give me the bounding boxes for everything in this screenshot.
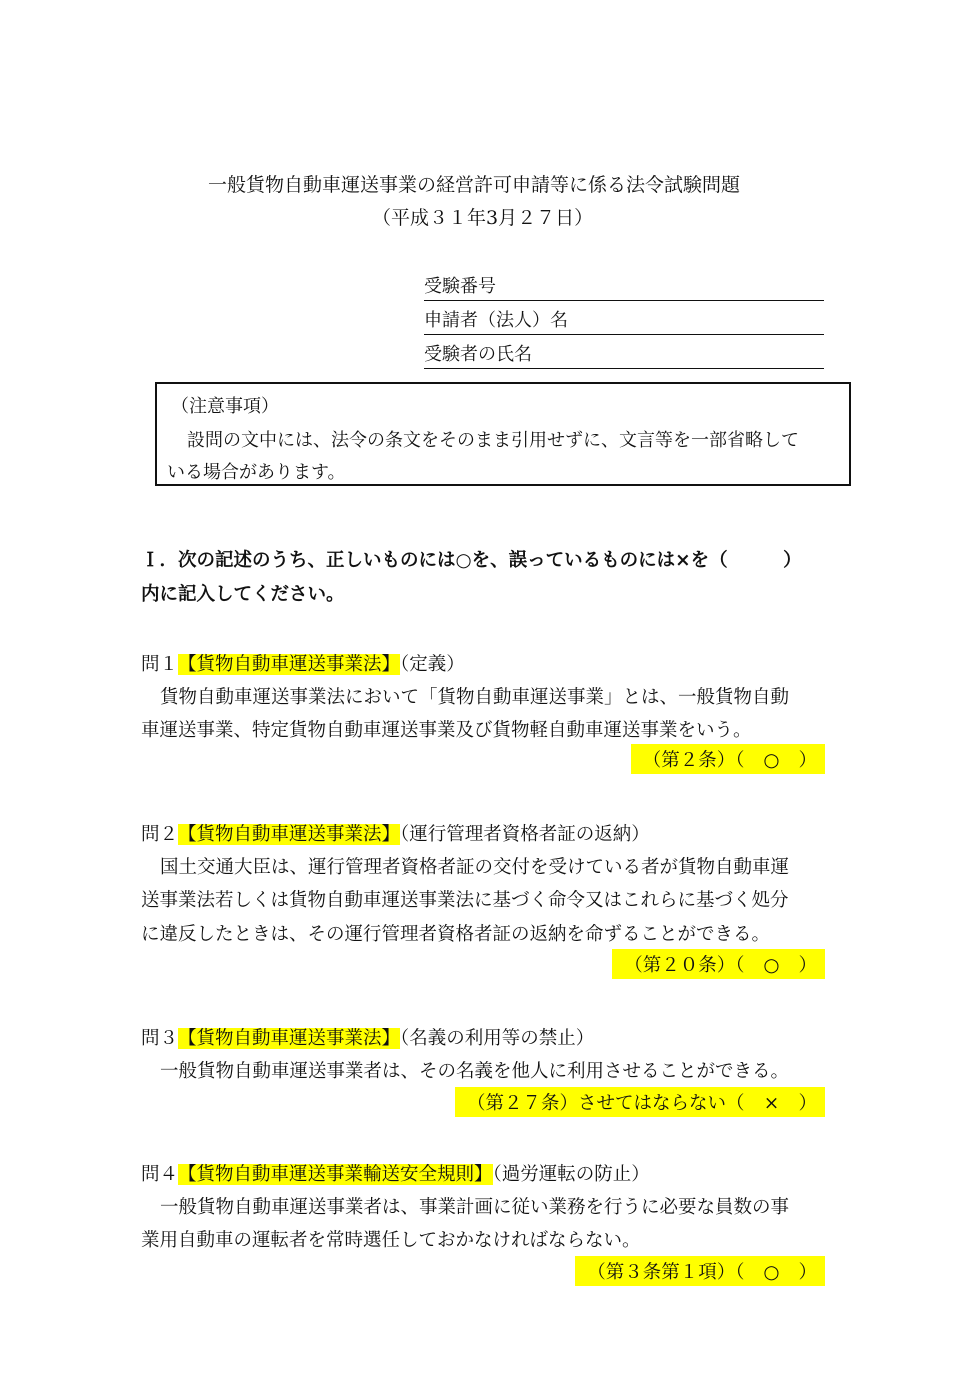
law-name-highlight: 【貨物自動車運送事業法】 xyxy=(178,824,401,845)
question-2-answer xyxy=(612,949,825,979)
question-3-answer xyxy=(455,1087,825,1117)
examinee-name-field[interactable] xyxy=(424,340,824,369)
question-3-header xyxy=(141,1024,594,1050)
question-1-text-line-2: 車運送事業、特定貨物自動車運送事業及び貨物軽自動車運送事業をいう。 xyxy=(141,720,752,741)
examinee-name-label: 受験者の氏名 xyxy=(424,344,532,365)
answer-reference: （第２７条）させてはならない（ xyxy=(466,1093,745,1114)
question-4-answer xyxy=(575,1256,825,1286)
section-instruction-line-1: Ｉ．次の記述のうち、正しいものには○を、誤っているものには×を（ ） xyxy=(141,550,802,571)
answer-close: ） xyxy=(798,955,817,976)
question-3-text-line-1: 一般貨物自動車運送事業者は、その名義を他人に利用させることができる。 xyxy=(160,1061,790,1082)
question-topic: （過労運転の防止） xyxy=(492,1164,650,1185)
question-2-text-line-3: に違反したときは、その運行管理者資格者証の返納を命ずることができる。 xyxy=(141,924,771,945)
notes-box xyxy=(155,382,851,486)
section-instruction-line-2: 内に記入してください。 xyxy=(141,584,345,605)
question-4-text-line-2: 業用自動車の運転者を常時選任しておかなければならない。 xyxy=(141,1230,641,1251)
question-2-text-line-2: 送事業法若しくは貨物自動車運送事業法に基づく命令又はこれらに基づく処分 xyxy=(141,890,789,911)
question-1-text-line-1: 貨物自動車運送事業法において「貨物自動車運送事業」とは、一般貨物自動 xyxy=(160,687,790,708)
answer-mark: ○ xyxy=(763,955,780,976)
question-topic: （定義） xyxy=(400,654,465,675)
applicant-name-field[interactable] xyxy=(424,306,824,335)
answer-mark: ○ xyxy=(763,750,780,771)
exam-number-field[interactable] xyxy=(424,272,824,301)
question-4-text-line-1: 一般貨物自動車運送事業者は、事業計画に従い業務を行うに必要な員数の事 xyxy=(160,1197,790,1218)
answer-reference: （第２０条）（ xyxy=(624,955,745,976)
law-name-highlight: 【貨物自動車運送事業法】 xyxy=(178,1028,401,1049)
law-name-highlight: 【貨物自動車運送事業法】 xyxy=(178,654,401,675)
law-name-highlight: 【貨物自動車運送事業輸送安全規則】 xyxy=(178,1164,493,1185)
question-topic: （運行管理者資格者証の返納） xyxy=(400,824,650,845)
question-topic: （名義の利用等の禁止） xyxy=(400,1028,595,1049)
question-1-header xyxy=(141,650,465,676)
answer-mark: × xyxy=(763,1093,780,1114)
answer-close: ） xyxy=(798,1262,817,1283)
exam-number-label: 受験番号 xyxy=(424,276,496,297)
notes-heading: （注意事項） xyxy=(171,396,279,417)
question-1-answer xyxy=(631,744,825,774)
question-number: 問４ xyxy=(141,1164,179,1185)
answer-close: ） xyxy=(798,1093,817,1114)
question-2-text-line-1: 国土交通大臣は、運行管理者資格者証の交付を受けている者が貨物自動車運 xyxy=(160,857,790,878)
question-4-header xyxy=(141,1160,650,1186)
question-number: 問３ xyxy=(141,1028,179,1049)
answer-reference: （第３条第１項）（ xyxy=(587,1262,745,1283)
applicant-name-label: 申請者（法人）名 xyxy=(424,310,568,331)
document-date: （平成３１年3月２７日） xyxy=(372,207,594,229)
notes-line-1: 設問の文中には、法令の条文をそのまま引用せずに、文言等を一部省略して xyxy=(187,430,799,451)
answer-close: ） xyxy=(798,750,817,771)
answer-mark: ○ xyxy=(763,1262,780,1283)
document-title: 一般貨物自動車運送事業の経営許可申請等に係る法令試験問題 xyxy=(208,174,741,196)
question-number: 問１ xyxy=(141,654,179,675)
question-2-header xyxy=(141,820,650,846)
question-number: 問２ xyxy=(141,824,179,845)
notes-line-2: いる場合があります。 xyxy=(167,462,346,483)
answer-reference: （第２条）（ xyxy=(642,750,745,771)
